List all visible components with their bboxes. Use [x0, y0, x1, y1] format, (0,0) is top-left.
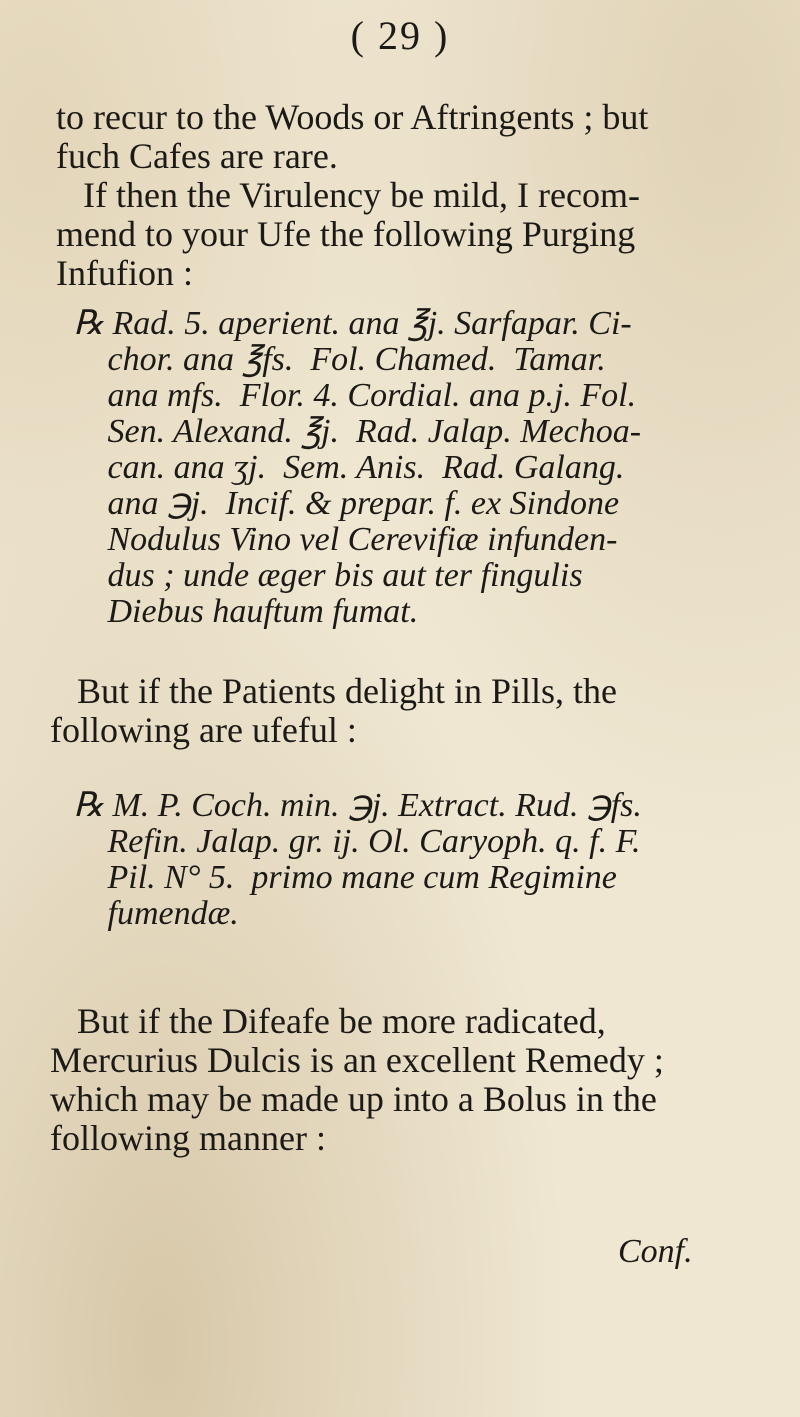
recipe-line: chor. ana ℥fs. Fol. Chamed. Tamar.: [48, 341, 606, 378]
text-line: which may be made up into a Bolus in the: [50, 1079, 657, 1119]
recipe-line: Sen. Alexand. ℥j. Rad. Jalap. Mechoa-: [48, 413, 642, 450]
recipe-line: Refin. Jalap. gr. ij. Ol. Caryoph. q. f. F.: [48, 823, 641, 860]
text-line: to recur to the Woods or Aftringents ; but: [56, 97, 649, 137]
text-line: But if the Patients delight in Pills, the: [50, 671, 617, 711]
recipe-line: Nodulus Vino vel Cerevifiæ infunden-: [48, 521, 618, 558]
paragraph-3: [50, 1002, 800, 1158]
recipe-line: fumendæ.: [48, 895, 239, 932]
recipe-pills: [48, 788, 800, 932]
text-line: But if the Difeafe be more radicated,: [50, 1001, 606, 1041]
recipe-line: Pil. N° 5. primo mane cum Regimine: [48, 859, 617, 896]
text-line: Infufion :: [56, 253, 193, 293]
recipe-line: ana ℈j. Incif. & prepar. f. ex Sindone: [48, 485, 620, 522]
recipe-line: dus ; unde æger bis aut ter fingulis: [48, 557, 583, 594]
text-line: mend to your Ufe the following Purging: [56, 214, 636, 254]
paragraph-2: [50, 672, 800, 750]
recipe-line: ℞ Rad. 5. aperient. ana ℥j. Sarfapar. Ci-: [48, 305, 632, 342]
text-line: following manner :: [50, 1118, 326, 1158]
text-line: fuch Cafes are rare.: [56, 136, 338, 176]
paragraph-1: [56, 98, 800, 293]
catchword: Conf.: [618, 1233, 693, 1270]
page-number: ( 29 ): [350, 13, 450, 58]
recipe-line: Diebus hauftum fumat.: [48, 593, 419, 630]
recipe-line: ℞ M. P. Coch. min. ℈j. Extract. Rud. ℈fs.: [48, 787, 642, 824]
text-line: If then the Virulency be mild, I recom-: [56, 175, 640, 215]
recipe-infusion: [48, 306, 800, 630]
text-line: following are ufeful :: [50, 710, 357, 750]
recipe-line: can. ana ʒj. Sem. Anis. Rad. Galang.: [48, 449, 625, 486]
recipe-line: ana mfs. Flor. 4. Cordial. ana p.j. Fol.: [48, 377, 637, 414]
text-line: Mercurius Dulcis is an excellent Remedy ;: [50, 1040, 664, 1080]
